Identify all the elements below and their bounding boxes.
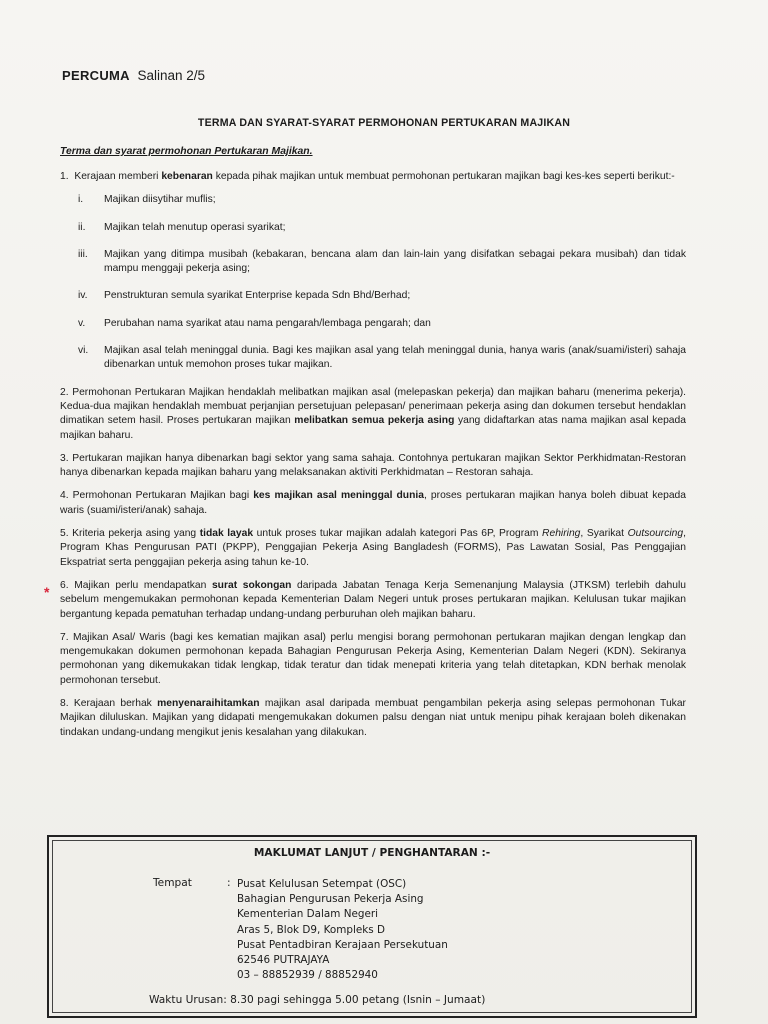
paragraph-5-italic-rehiring: Rehiring — [542, 528, 581, 540]
copy-number: Salinan 2/5 — [137, 68, 206, 83]
info-box-title: MAKLUMAT LANJUT / PENGHANTARAN :- — [253, 847, 491, 859]
paragraph-4-text-b: , proses pertukaran majikan hanya boleh dibuat kepada waris (suami/isteri/anak) sahaja. — [60, 490, 686, 516]
list-item — [60, 317, 686, 331]
paragraph-1 — [60, 170, 686, 184]
phone-numbers: 03 – 88852939 / 88852940 — [237, 969, 378, 982]
free-label: PERCUMA — [62, 68, 130, 83]
case-list — [60, 193, 686, 372]
list-item-num: iv. — [78, 290, 88, 302]
paragraph-8 — [60, 697, 686, 740]
address-line: Bahagian Pengurusan Pekerja Asing — [237, 893, 424, 906]
address-line: Kementerian Dalam Negeri — [237, 908, 379, 921]
paragraph-5-bold: tidak layak — [199, 528, 254, 540]
list-item-num: v. — [78, 317, 86, 329]
address-line: Aras 5, Blok D9, Kompleks D — [237, 923, 385, 936]
list-item-num: iii. — [78, 248, 88, 260]
paragraph-4-bold: kes majikan asal meninggal dunia — [253, 490, 424, 502]
address-line: Pusat Kelulusan Setempat (OSC) — [237, 878, 407, 890]
paragraph-2-text-b: yang didaftarkan atas nama majikan asal kepada majikan baharu. — [60, 415, 686, 441]
paragraph-1-num: 1. — [60, 171, 69, 182]
paragraph-2-text-a: 2. Permohonan Pertukaran Majikan hendaklah melibatkan majikan asal (melepaskan pekerja) dan majikan baharu (menerima pekerja). Kedua-dua majikan hendaklah membuat perjanjian persetujuan pelepasan/ penerimaan pekerja asing dan dokumen tersebut hendaklan dimatikan setem hasil. Proses pertukaran majikan — [60, 386, 686, 427]
paragraph-7: 7. Majikan Asal/ Waris (bagi kes kematian majikan asal) perlu mengisi borang permohonan pertukaran majikan dengan lengkap dan mengemukakan dokumen permohonan kepada Bahagian Pengurusan Pekerja Asing, Kementerian Dalam Negeri (KDN). Sekiranya permohonan yang dikemukakan tidak lengkap, tidak teratur dan tidak menepati kriteria yang telah ditetapkan, KDN berhak menolak permohonan tersebut. — [60, 631, 686, 686]
paragraph-6 — [60, 579, 686, 622]
list-item-text: Perubahan nama syarikat atau nama pengarah/lembaga pengarah; dan — [104, 317, 431, 329]
list-item-num: vi. — [78, 345, 89, 357]
location-label: Tempat — [153, 877, 192, 889]
list-item-text: Majikan yang ditimpa musibah (kebakaran, bencana alam dan lain-lain yang disifatkan sebagai pekara musibah) dan tidak mampu menggaji pekerja asing; — [104, 248, 686, 275]
list-item — [60, 248, 686, 277]
list-item-text: Majikan telah menutup operasi syarikat; — [104, 221, 286, 233]
paragraph-5-italic-outsourcing: Outsourcing — [627, 528, 684, 540]
section-subheading: Terma dan syarat permohonan Pertukaran Majikan. — [60, 146, 313, 157]
paragraph-5-text-d: , Program Khas Pengurusan PATI (PKPP), Penggajian Pekerja Asing Bangladesh (FORMS), Pas Lawatan Sosial, Pas Penggajian Ekspatriat serta penggajian pekerja asing tahun ke-10. — [60, 528, 686, 568]
paragraph-6-text-a: 6. Majikan perlu mendapatkan — [60, 579, 212, 591]
list-item — [60, 289, 686, 303]
list-item-num: ii. — [78, 221, 86, 233]
location-colon: : — [227, 877, 231, 889]
paragraph-2 — [60, 386, 686, 443]
paragraph-1-text-a: Kerajaan memberi — [74, 171, 162, 182]
paragraph-5 — [60, 527, 686, 570]
paragraph-3: 3. Pertukaran majikan hanya dibenarkan bagi sektor yang sama sahaja. Contohnya pertukaran majikan Sektor Perkhidmatan-Restoran hanya dibenarkan kepada majikan baharu yang melaksanakan aktiviti Perkhidmatan – Restoran sahaja. — [60, 452, 686, 479]
info-box — [47, 835, 697, 1018]
list-item-text: Majikan asal telah meninggal dunia. Bagi kes majikan asal yang telah meninggal dunia, hanya waris (anak/suami/isteri) sahaja dibenarkan untuk memohon proses tukar majikan. — [104, 345, 686, 371]
paragraph-1-bold: kebenaran — [161, 171, 213, 182]
list-item-text: Majikan diisytihar muflis; — [104, 194, 216, 206]
paragraph-5-text-b: untuk proses tukar majikan adalah kategori Pas 6P, Program — [253, 528, 543, 540]
paragraph-8-bold: menyenaraihitamkan — [157, 698, 260, 710]
paragraph-1-text-b: kepada pihak majikan untuk membuat permohonan pertukaran majikan bagi kes-kes seperti berikut:- — [212, 171, 675, 182]
paragraph-6-bold: surat sokongan — [211, 579, 292, 591]
paragraph-5-text-c: , Syarikat — [580, 528, 628, 540]
document-body — [60, 170, 686, 749]
paragraph-5-text-a: 5. Kriteria pekerja asing yang — [60, 528, 200, 540]
document-header — [62, 68, 205, 83]
list-item — [60, 221, 686, 235]
address-line: 62546 PUTRAJAYA — [237, 954, 330, 967]
paragraph-2-bold: melibatkan semua pekerja asing — [294, 415, 455, 427]
address-block — [237, 877, 448, 983]
document-title: TERMA DAN SYARAT-SYARAT PERMOHONAN PERTUKARAN MAJIKAN — [197, 117, 571, 129]
paragraph-8-text-a: 8. Kerajaan berhak — [60, 698, 158, 710]
business-hours: Waktu Urusan: 8.30 pagi sehingga 5.00 petang (Isnin – Jumaat) — [149, 994, 486, 1006]
list-item-text: Penstrukturan semula syarikat Enterprise kepada Sdn Bhd/Berhad; — [104, 290, 411, 302]
address-line: Pusat Pentadbiran Kerajaan Persekutuan — [237, 938, 448, 951]
paragraph-4 — [60, 489, 686, 518]
list-item-num: i. — [78, 194, 84, 206]
paragraph-8-text-b: majikan asal daripada membuat pengambilan pekerja asing selepas permohonan Tukar Majikan diluluskan. Majikan yang didapati mengemukakan dokumen palsu dengan niat untuk menipu pihak kerajaan boleh dikenakan tindakan undang-undang mengikut jenis kesalahan yang dilakukan. — [60, 698, 686, 738]
list-item — [60, 193, 686, 207]
handwritten-star-mark: * — [44, 584, 50, 600]
paragraph-6-text-b: daripada Jabatan Tenaga Kerja Semenanjung Malaysia (JTKSM) terlebih dahulu sebelum mengemukakan permohonan kepada Kementerian Dalam Negeri untuk proses pertukaran majikan. Kelulusan tukar majikan bergantung kepada pematuhan terhadap undang-undang perburuhan oleh majikan baharu. — [60, 579, 686, 620]
list-item — [60, 344, 686, 373]
paragraph-4-text-a: 4. Permohonan Pertukaran Majikan bagi — [60, 490, 254, 502]
